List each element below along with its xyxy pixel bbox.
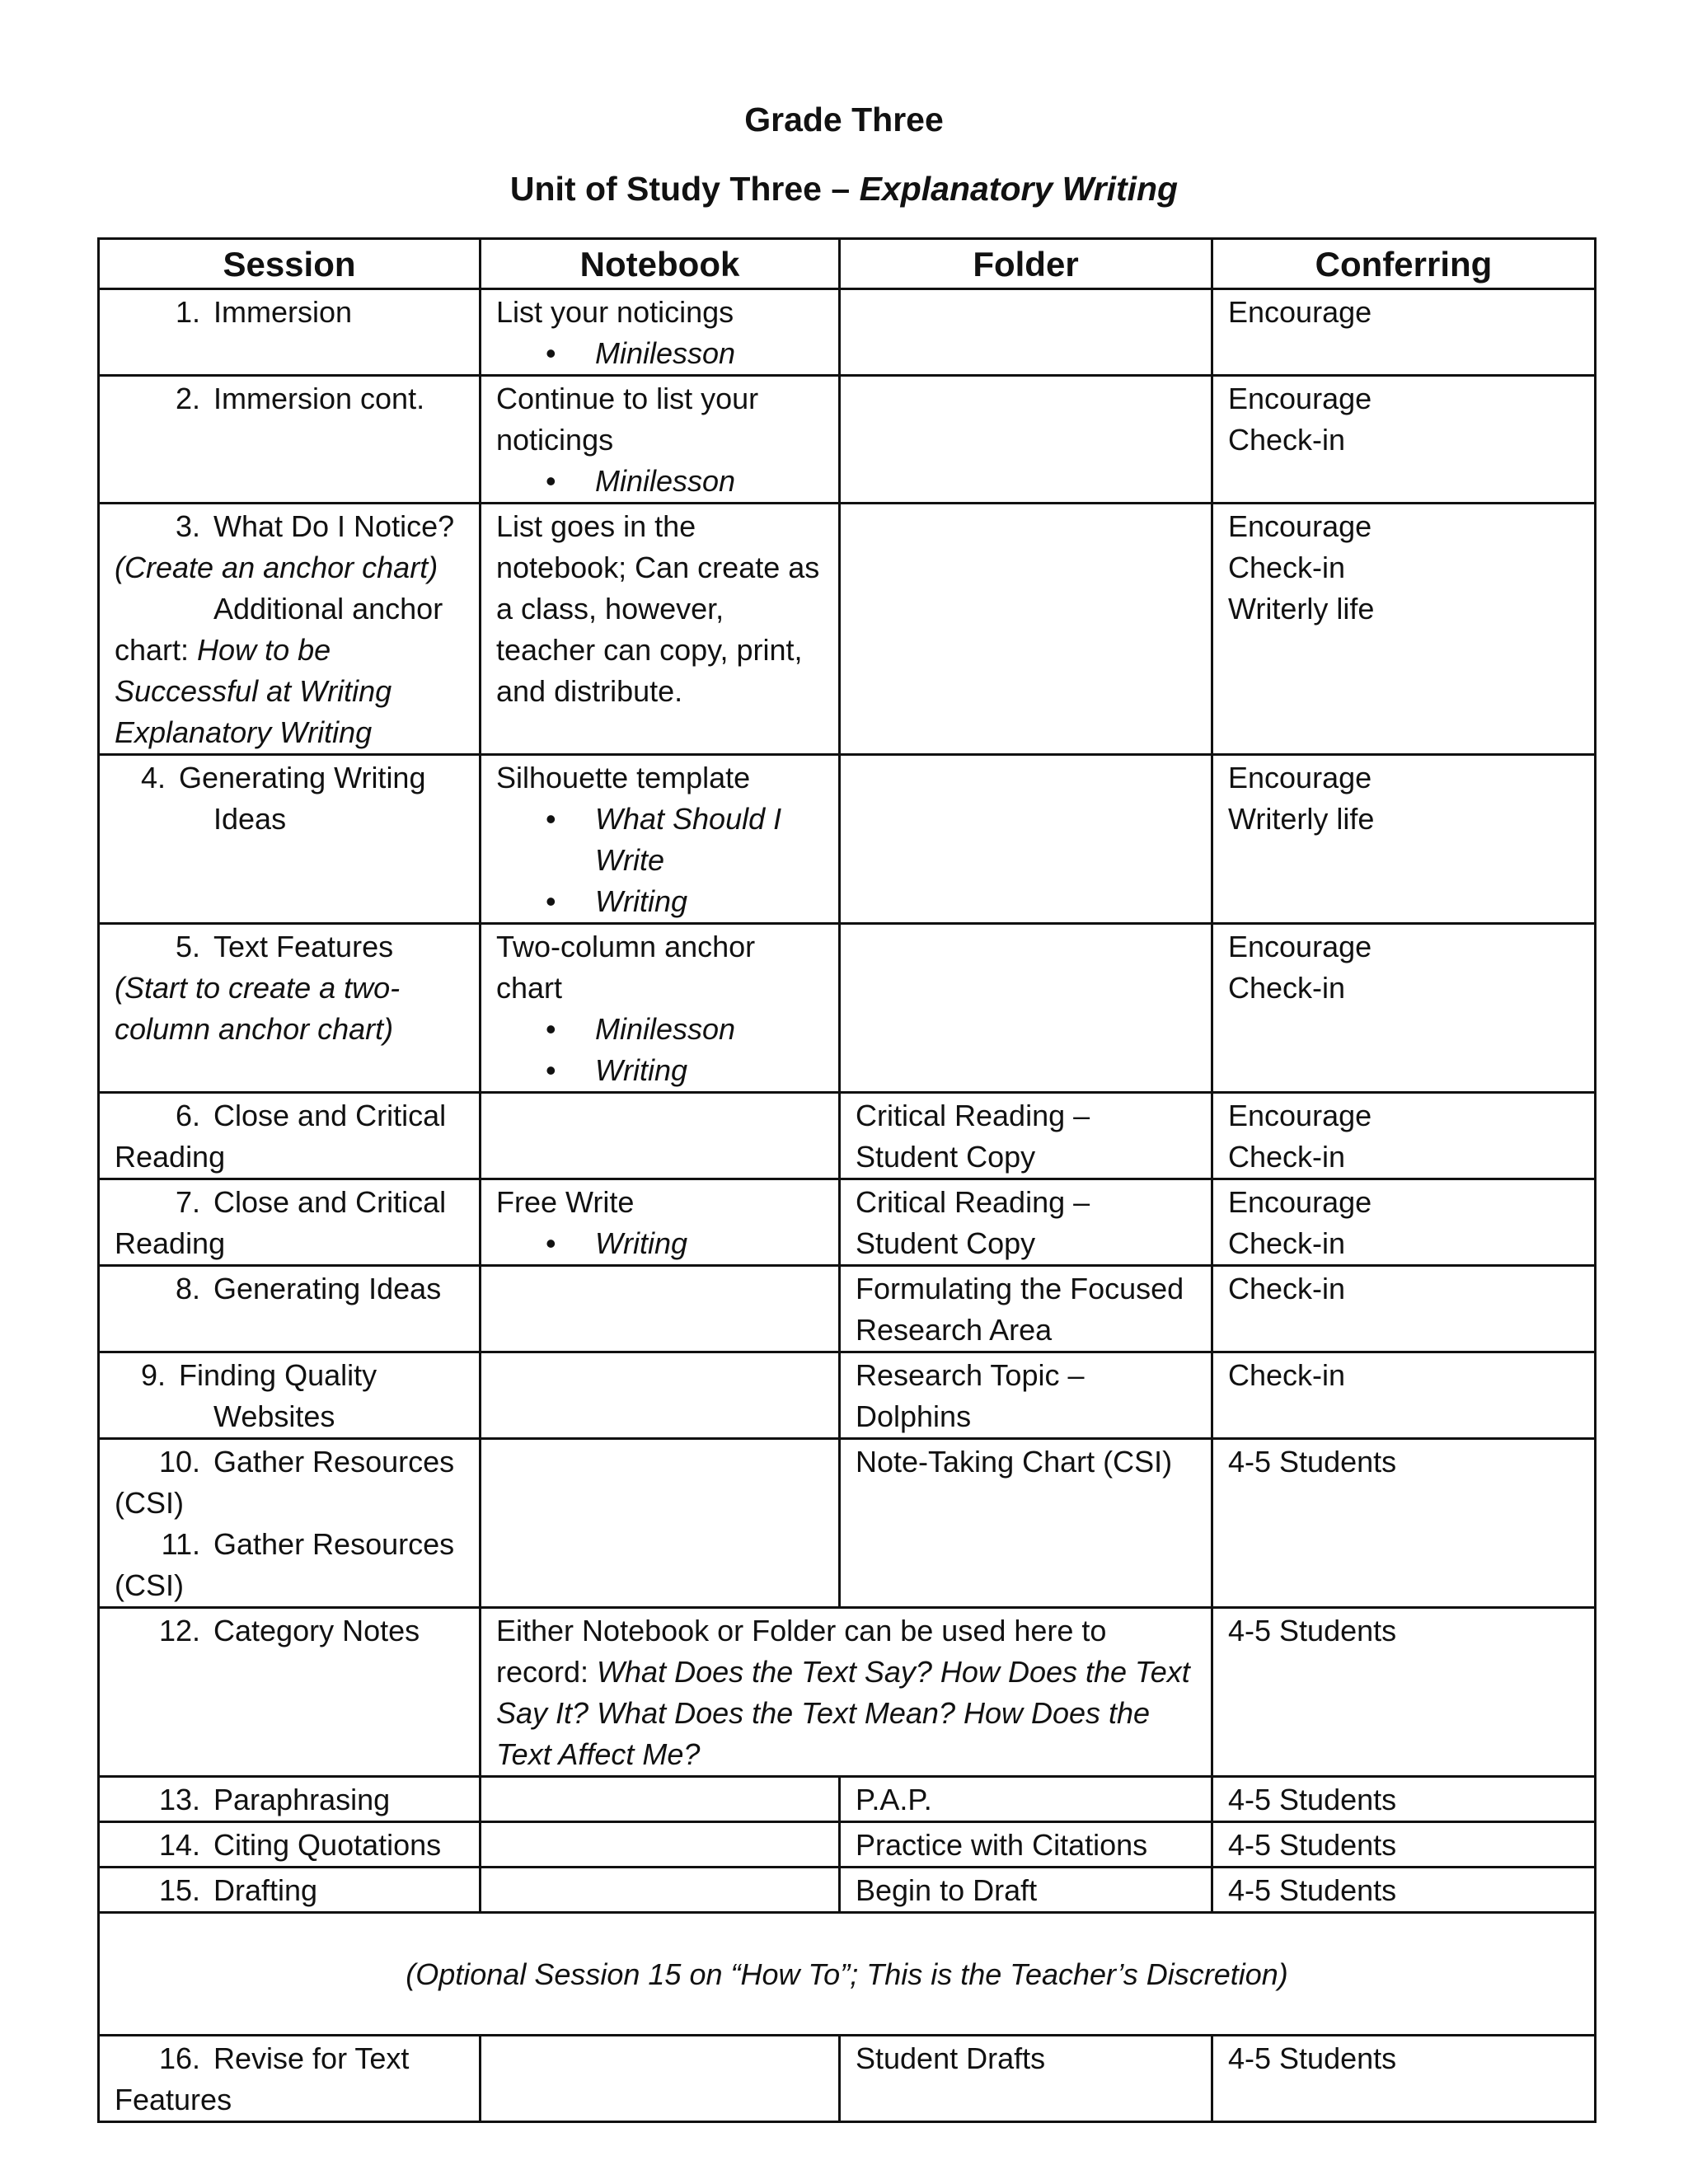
notebook-cell — [481, 1266, 840, 1352]
table-row — [99, 1093, 1596, 1179]
conferring-cell: Check-in — [1212, 1352, 1596, 1439]
notebook-cell — [481, 1777, 840, 1822]
list-item: • Writing — [546, 1226, 688, 1260]
folder-cell: Note-Taking Chart (CSI) — [840, 1439, 1212, 1608]
list-item: • What Should I Write — [546, 802, 782, 877]
folder-cell: Student Drafts — [840, 2036, 1212, 2122]
notebook-cell: List goes in the notebook; Can create as a class, however, teacher can copy, print, and distribute. — [481, 504, 840, 755]
header-notebook: Notebook — [481, 239, 840, 289]
header-folder: Folder — [840, 239, 1212, 289]
notebook-cell: Silhouette template • What Should I Write • Writing — [481, 755, 840, 924]
conferring-cell: 4-5 Students — [1212, 1439, 1596, 1608]
folder-cell: Practice with Citations — [840, 1822, 1212, 1868]
folder-cell: Research Topic – Dolphins — [840, 1352, 1212, 1439]
folder-cell: Formulating the Focused Research Area — [840, 1266, 1212, 1352]
folder-cell — [840, 504, 1212, 755]
conferring-cell: 4-5 Students — [1212, 1822, 1596, 1868]
session-cell: 5. Text Features (Start to create a two-column anchor chart) — [99, 924, 481, 1093]
conferring-cell: Encourage Check-in — [1212, 1093, 1596, 1179]
folder-cell — [840, 376, 1212, 504]
table-row — [99, 924, 1596, 1093]
subtitle-prefix: Unit of Study Three – — [509, 170, 860, 208]
list-item: • Writing — [546, 884, 688, 918]
notebook-cell — [481, 1868, 840, 1913]
notebook-cell: Continue to list your noticings • Minilesson — [481, 376, 840, 504]
page-subtitle — [0, 166, 1688, 211]
table-row — [99, 1822, 1596, 1868]
table-row — [99, 1608, 1596, 1777]
list-item: • Writing — [546, 1053, 688, 1087]
session-cell: 4. Generating Writing Ideas — [99, 755, 481, 924]
table-header-row — [99, 239, 1596, 289]
conferring-cell: Encourage Check-in Writerly life — [1212, 504, 1596, 755]
conferring-cell: 4-5 Students — [1212, 1608, 1596, 1777]
session-cell: 1. Immersion — [99, 289, 481, 376]
folder-cell: Critical Reading – Student Copy — [840, 1093, 1212, 1179]
session-cell: 10. Gather Resources (CSI) 11. Gather Resources (CSI) — [99, 1439, 481, 1608]
table-row — [99, 1179, 1596, 1266]
list-item: • Minilesson — [546, 464, 736, 498]
folder-cell — [840, 924, 1212, 1093]
table-row — [99, 1439, 1596, 1608]
folder-cell: P.A.P. — [840, 1777, 1212, 1822]
table-row — [99, 1352, 1596, 1439]
table-row — [99, 2036, 1596, 2122]
notebook-cell — [481, 1093, 840, 1179]
conferring-cell: Encourage Writerly life — [1212, 755, 1596, 924]
conferring-cell: 4-5 Students — [1212, 1868, 1596, 1913]
notebook-cell: Free Write • Writing — [481, 1179, 840, 1266]
session-cell: 3. What Do I Notice? (Create an anchor chart) Additional anchor chart: How to be Successful at Writing Explanatory Writing — [99, 504, 481, 755]
table-row — [99, 376, 1596, 504]
table-row — [99, 289, 1596, 376]
conferring-cell: 4-5 Students — [1212, 2036, 1596, 2122]
session-cell: 7. Close and Critical Reading — [99, 1179, 481, 1266]
page-title: Grade Three — [744, 101, 944, 138]
session-cell: 8. Generating Ideas — [99, 1266, 481, 1352]
table-row — [99, 1868, 1596, 1913]
session-cell: 2. Immersion cont. — [99, 376, 481, 504]
header-session: Session — [99, 239, 481, 289]
subtitle-emphasis: Explanatory Writing — [859, 170, 1179, 208]
optional-session-note: (Optional Session 15 on “How To”; This is the Teacher’s Discretion) — [99, 1913, 1596, 2036]
conferring-cell: Encourage — [1212, 289, 1596, 376]
notebook-cell: Two-column anchor chart • Minilesson • Writing — [481, 924, 840, 1093]
conferring-cell: Encourage Check-in — [1212, 924, 1596, 1093]
conferring-cell: Encourage Check-in — [1212, 376, 1596, 504]
notebook-cell — [481, 1439, 840, 1608]
table-row-optional — [99, 1913, 1596, 2036]
session-cell: 12. Category Notes — [99, 1608, 481, 1777]
session-cell: 14. Citing Quotations — [99, 1822, 481, 1868]
heading-block — [0, 97, 1688, 211]
notebook-cell — [481, 2036, 840, 2122]
conferring-cell: 4-5 Students — [1212, 1777, 1596, 1822]
folder-cell: Critical Reading – Student Copy — [840, 1179, 1212, 1266]
table-row — [99, 1777, 1596, 1822]
folder-cell: Begin to Draft — [840, 1868, 1212, 1913]
list-item: • Minilesson — [546, 1012, 736, 1046]
conferring-cell: Encourage Check-in — [1212, 1179, 1596, 1266]
session-cell: 16. Revise for Text Features — [99, 2036, 481, 2122]
conferring-cell: Check-in — [1212, 1266, 1596, 1352]
list-item: • Minilesson — [546, 336, 736, 370]
unit-plan-table — [97, 237, 1597, 2123]
header-conferring: Conferring — [1212, 239, 1596, 289]
notebook-cell — [481, 1352, 840, 1439]
notebook-cell: List your noticings • Minilesson — [481, 289, 840, 376]
folder-cell — [840, 755, 1212, 924]
notebook-cell — [481, 1822, 840, 1868]
table-row — [99, 755, 1596, 924]
notebook-folder-cell: Either Notebook or Folder can be used here to record: What Does the Text Say? How Does the Text Say It? What Does the Text Mean? How Does the Text Affect Me? — [481, 1608, 1212, 1777]
table-row — [99, 504, 1596, 755]
session-cell: 9. Finding Quality Websites — [99, 1352, 481, 1439]
table-row — [99, 1266, 1596, 1352]
session-cell: 15. Drafting — [99, 1868, 481, 1913]
session-cell: 13. Paraphrasing — [99, 1777, 481, 1822]
session-cell: 6. Close and Critical Reading — [99, 1093, 481, 1179]
folder-cell — [840, 289, 1212, 376]
